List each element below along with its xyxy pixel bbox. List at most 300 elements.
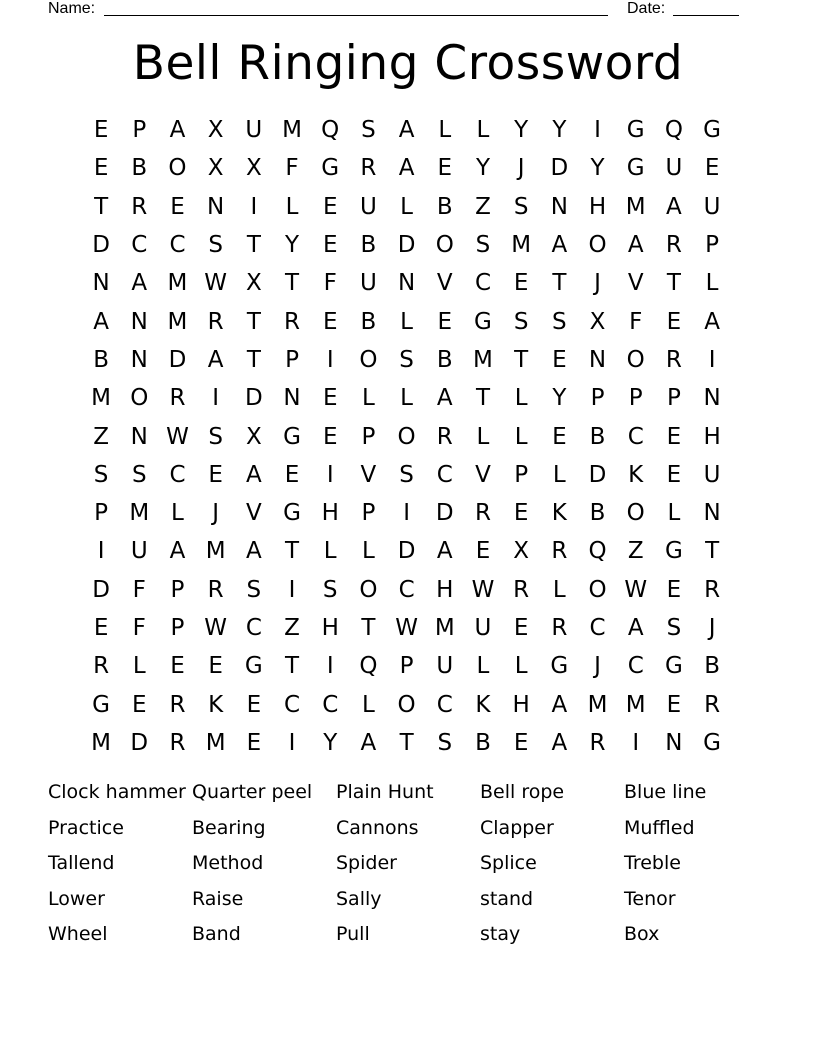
grid-cell[interactable]: R [704,576,721,603]
grid-cell[interactable]: B [360,232,377,259]
grid-cell[interactable]: E [322,308,338,335]
grid-cell[interactable]: O [397,691,416,718]
grid-cell[interactable]: X [245,270,262,297]
grid-cell[interactable]: R [93,653,110,680]
grid-cell[interactable]: S [552,308,567,335]
grid-cell[interactable]: M [205,538,226,565]
grid-cell[interactable]: J [517,155,525,182]
grid-cell[interactable]: E [666,461,682,488]
grid-cell[interactable]: S [475,232,491,259]
grid-cell[interactable]: C [398,576,415,603]
grid-cell[interactable]: S [666,615,682,641]
grid-cell[interactable]: N [92,270,110,297]
grid-cell[interactable]: D [397,538,416,565]
grid-cell[interactable]: M [205,729,226,756]
grid-cell[interactable]: E [513,270,529,297]
grid-cell[interactable]: Y [552,385,567,412]
grid-cell[interactable]: B [589,423,606,450]
grid-cell[interactable]: S [513,193,529,220]
grid-cell[interactable]: N [207,193,225,220]
word-bank-item: Lower [48,887,105,910]
grid-cell[interactable]: R [474,500,491,527]
grid-cell[interactable]: T [246,346,261,373]
grid-cell[interactable]: L [514,653,528,680]
grid-cell[interactable]: M [625,193,646,220]
grid-cell[interactable]: E [437,308,453,335]
grid-cell[interactable]: W [166,423,189,450]
grid-cell[interactable]: S [322,576,338,603]
grid-cell[interactable]: N [588,346,607,373]
grid-cell[interactable]: L [400,385,413,412]
grid-cell[interactable]: S [399,461,414,488]
grid-cell[interactable]: R [665,346,682,373]
grid-cell[interactable]: N [665,729,683,756]
grid-cell[interactable]: O [397,423,416,450]
grid-cell[interactable]: D [92,232,110,259]
grid-cell[interactable]: J [594,653,601,680]
grid-cell[interactable]: T [399,729,414,756]
grid-cell[interactable]: R [704,691,721,718]
grid-cell[interactable]: C [627,653,644,680]
grid-cell[interactable]: L [132,653,146,680]
grid-cell[interactable]: E [322,423,338,450]
grid-cell[interactable]: M [91,729,112,756]
grid-cell[interactable]: S [399,346,414,373]
grid-cell[interactable]: M [511,232,532,259]
grid-cell[interactable]: M [129,500,150,527]
grid-cell[interactable]: T [246,308,261,335]
grid-cell[interactable]: W [395,615,418,641]
grid-cell[interactable]: E [208,461,223,488]
letter-grid [82,111,732,762]
grid-cell[interactable]: I [288,729,296,756]
grid-cell[interactable]: U [665,155,683,182]
grid-cell[interactable]: D [435,500,454,527]
grid-cell[interactable]: A [360,729,377,756]
grid-cell[interactable]: L [476,117,490,144]
grid-cell[interactable]: R [589,729,606,756]
grid-cell[interactable]: X [513,538,530,565]
grid-cell[interactable]: F [629,308,643,335]
grid-cell[interactable]: S [246,576,262,603]
grid-cell[interactable]: G [664,653,683,680]
grid-cell[interactable]: J [594,270,601,297]
grid-cell[interactable]: T [666,270,681,297]
grid-cell[interactable]: A [169,117,186,144]
grid-cell[interactable]: I [632,729,640,756]
grid-cell[interactable]: D [92,576,110,603]
grid-cell[interactable]: U [245,117,263,144]
grid-cell[interactable]: Z [627,538,644,565]
grid-cell[interactable]: M [167,308,188,335]
grid-cell[interactable]: G [92,691,110,718]
grid-cell[interactable]: E [513,729,529,756]
grid-cell[interactable]: O [359,576,378,603]
grid-cell[interactable]: U [703,193,721,220]
grid-cell[interactable]: Y [514,117,529,144]
grid-cell[interactable]: V [360,461,377,488]
grid-cell[interactable]: G [283,423,301,450]
grid-cell[interactable]: R [207,576,224,603]
grid-cell[interactable]: O [588,576,607,603]
grid-cell[interactable]: C [284,691,301,718]
grid-cell[interactable]: Z [93,423,109,450]
grid-cell[interactable]: L [514,385,528,412]
grid-cell[interactable]: C [627,423,644,450]
grid-cell[interactable]: W [624,576,648,603]
grid-cell[interactable]: E [170,653,185,680]
grid-cell[interactable]: U [359,270,377,297]
grid-cell[interactable]: I [250,193,258,220]
grid-cell[interactable]: E [93,155,109,182]
grid-cell[interactable]: G [626,155,645,182]
grid-cell[interactable]: I [403,500,410,527]
grid-cell[interactable]: S [437,729,453,756]
grid-cell[interactable]: B [436,346,453,373]
grid-cell[interactable]: E [666,308,682,335]
grid-cell[interactable]: R [360,155,377,182]
grid-cell[interactable]: X [207,117,224,144]
grid-cell[interactable]: N [703,385,721,412]
grid-cell[interactable]: O [359,346,378,373]
grid-cell[interactable]: E [170,193,185,220]
grid-cell[interactable]: I [708,346,716,373]
grid-cell[interactable]: E [513,500,529,527]
grid-cell[interactable]: L [438,117,452,144]
grid-cell[interactable]: I [326,653,334,680]
grid-cell[interactable]: C [245,615,262,641]
grid-cell[interactable]: Y [552,117,567,144]
grid-cell[interactable]: I [594,117,601,144]
grid-cell[interactable]: E [322,385,338,412]
grid-cell[interactable]: L [400,308,413,335]
grid-cell[interactable]: O [626,500,645,527]
grid-cell[interactable]: K [475,691,491,718]
grid-cell[interactable]: A [627,615,644,641]
grid-cell[interactable]: G [283,500,301,527]
grid-cell[interactable]: G [550,653,569,680]
grid-cell[interactable]: N [703,500,721,527]
grid-cell[interactable]: L [476,653,490,680]
grid-cell[interactable]: R [436,423,453,450]
grid-cell[interactable]: T [475,385,490,412]
grid-cell[interactable]: C [436,461,453,488]
grid-cell[interactable]: A [704,308,720,335]
grid-cell[interactable]: L [476,423,490,450]
grid-cell[interactable]: U [703,461,721,488]
grid-cell[interactable]: E [666,423,682,450]
grid-cell[interactable]: F [323,270,337,297]
grid-cell[interactable]: E [246,691,262,718]
grid-cell[interactable]: I [326,346,334,373]
grid-cell[interactable]: O [588,232,607,259]
grid-cell[interactable]: D [397,232,416,259]
grid-cell[interactable]: M [167,270,188,297]
grid-cell[interactable]: B [704,653,720,680]
grid-cell[interactable]: C [169,232,186,259]
grid-cell[interactable]: H [588,193,607,220]
grid-cell[interactable]: L [514,423,528,450]
grid-cell[interactable]: Y [285,232,300,259]
grid-cell[interactable]: D [244,385,263,412]
grid-cell[interactable]: E [552,346,567,373]
grid-cell[interactable]: M [587,691,608,718]
grid-cell[interactable]: L [552,576,566,603]
grid-cell[interactable]: P [170,576,185,603]
grid-cell[interactable]: C [474,270,491,297]
grid-cell[interactable]: A [436,385,453,412]
grid-cell[interactable]: T [361,615,376,641]
grid-cell[interactable]: A [245,538,262,565]
grid-cell[interactable]: T [285,538,300,565]
grid-cell[interactable]: H [436,576,454,603]
grid-cell[interactable]: S [93,461,109,488]
grid-cell[interactable]: C [322,691,339,718]
grid-cell[interactable]: P [399,653,414,680]
grid-cell[interactable]: B [436,193,453,220]
grid-cell[interactable]: R [207,308,224,335]
grid-cell[interactable]: S [131,461,147,488]
grid-cell[interactable]: N [283,385,301,412]
grid-cell[interactable]: R [131,193,148,220]
grid-cell[interactable]: O [168,155,187,182]
grid-cell[interactable]: T [705,538,720,565]
word-bank-item: Practice [48,816,124,839]
grid-cell[interactable]: J [212,500,220,527]
grid-cell[interactable]: U [359,193,377,220]
grid-cell[interactable]: B [360,308,377,335]
grid-cell[interactable]: E [666,691,682,718]
grid-cell[interactable]: R [665,232,682,259]
word-bank-item: Method [192,852,264,875]
date-blank-line[interactable] [673,15,739,16]
grid-cell[interactable]: I [288,576,296,603]
grid-cell[interactable]: F [285,155,299,182]
grid-cell[interactable]: V [245,500,262,527]
grid-cell[interactable]: F [132,576,146,603]
grid-cell[interactable]: A [93,308,109,335]
grid-cell[interactable]: V [627,270,644,297]
grid-cell[interactable]: B [131,155,148,182]
grid-cell[interactable]: X [245,155,262,182]
grid-cell[interactable]: D [588,461,607,488]
grid-cell[interactable]: P [514,461,529,488]
grid-cell[interactable]: P [705,232,720,259]
grid-cell[interactable]: U [436,653,454,680]
grid-cell[interactable]: Z [475,193,491,220]
grid-cell[interactable]: Q [664,117,683,144]
grid-cell[interactable]: N [397,270,416,297]
grid-cell[interactable]: L [667,500,681,527]
grid-cell[interactable]: C [589,615,606,641]
grid-cell[interactable]: E [475,538,491,565]
grid-cell[interactable]: G [474,308,492,335]
grid-cell[interactable]: P [628,385,643,412]
grid-cell[interactable]: L [361,538,375,565]
grid-cell[interactable]: P [590,385,605,412]
grid-cell[interactable]: A [551,729,568,756]
grid-cell[interactable]: R [513,576,530,603]
grid-cell[interactable]: D [130,729,149,756]
grid-cell[interactable]: T [552,270,567,297]
grid-cell[interactable]: D [168,346,187,373]
grid-cell[interactable]: E [246,729,262,756]
grid-cell[interactable]: K [628,461,644,488]
grid-cell[interactable]: E [552,423,567,450]
grid-cell[interactable]: P [170,615,185,641]
grid-cell[interactable]: T [285,653,300,680]
grid-cell[interactable]: Q [321,117,340,144]
word-bank-item: Spider [336,852,397,875]
grid-cell[interactable]: T [94,193,109,220]
grid-cell[interactable]: L [171,500,184,527]
grid-cell[interactable]: U [474,615,492,641]
grid-cell[interactable]: R [284,308,301,335]
grid-cell[interactable]: A [207,346,224,373]
grid-cell[interactable]: S [513,308,529,335]
grid-cell[interactable]: A [627,232,644,259]
grid-cell[interactable]: N [130,308,148,335]
grid-cell[interactable]: B [589,500,606,527]
grid-cell[interactable]: E [93,117,109,144]
grid-cell[interactable]: Z [284,615,300,641]
grid-cell[interactable]: E [208,653,223,680]
grid-cell[interactable]: N [550,193,568,220]
grid-cell[interactable]: O [626,346,645,373]
grid-cell[interactable]: E [513,615,529,641]
grid-cell[interactable]: M [473,346,493,373]
grid-cell[interactable]: W [471,576,495,603]
grid-cell[interactable]: E [704,155,720,182]
grid-cell[interactable]: Q [588,538,607,565]
grid-cell[interactable]: L [400,193,413,220]
grid-cell[interactable]: E [284,461,300,488]
grid-cell[interactable]: L [285,193,299,220]
grid-cell[interactable]: L [361,691,375,718]
grid-cell[interactable]: S [208,232,223,259]
grid-cell[interactable]: R [169,729,186,756]
grid-cell[interactable]: M [625,691,646,718]
grid-cell[interactable]: G [244,653,263,680]
grid-cell[interactable]: A [131,270,148,297]
grid-cell[interactable]: S [208,423,223,450]
grid-cell[interactable]: X [245,423,262,450]
grid-cell[interactable]: A [551,691,568,718]
grid-cell[interactable]: W [204,270,228,297]
grid-cell[interactable]: E [322,193,338,220]
grid-cell[interactable]: J [708,615,716,641]
grid-cell[interactable]: B [93,346,109,373]
grid-cell[interactable]: A [666,193,682,220]
grid-cell[interactable]: M [91,385,112,412]
grid-cell[interactable]: A [245,461,262,488]
grid-cell[interactable]: T [285,270,300,297]
grid-cell[interactable]: X [589,308,606,335]
grid-cell[interactable]: G [321,155,340,182]
grid-cell[interactable]: P [132,117,147,144]
word-bank-item: Clapper [480,816,554,839]
grid-cell[interactable]: K [208,691,224,718]
grid-cell[interactable]: S [361,117,376,144]
grid-cell[interactable]: R [169,385,186,412]
grid-cell[interactable]: R [551,538,568,565]
grid-cell[interactable]: G [703,117,721,144]
grid-cell[interactable]: E [93,615,109,641]
grid-cell[interactable]: X [207,155,224,182]
grid-cell[interactable]: U [130,538,148,565]
grid-cell[interactable]: P [666,385,681,412]
grid-cell[interactable]: L [361,385,375,412]
grid-cell[interactable]: A [169,538,186,565]
grid-cell[interactable]: W [204,615,228,641]
word-bank-item: Quarter peel [192,781,313,803]
grid-cell[interactable]: Q [359,653,378,680]
grid-cell[interactable]: L [323,538,337,565]
grid-cell[interactable]: G [703,729,721,756]
grid-cell[interactable]: P [285,346,299,373]
grid-cell[interactable]: F [132,615,146,641]
grid-cell[interactable]: I [326,461,334,488]
grid-cell[interactable]: E [132,691,147,718]
grid-cell[interactable]: Y [590,155,605,182]
grid-cell[interactable]: R [551,615,568,641]
grid-cell[interactable]: A [398,117,415,144]
grid-cell[interactable]: R [169,691,186,718]
grid-cell[interactable]: B [475,729,491,756]
grid-cell[interactable]: I [212,385,220,412]
grid-cell[interactable]: D [550,155,569,182]
grid-cell[interactable]: N [130,423,148,450]
grid-cell[interactable]: H [512,691,530,718]
grid-cell[interactable]: A [551,232,568,259]
grid-cell[interactable]: G [626,117,645,144]
grid-cell[interactable]: V [436,270,453,297]
grid-cell[interactable]: L [552,461,566,488]
grid-cell[interactable]: K [551,500,567,527]
grid-cell[interactable]: C [169,461,186,488]
grid-cell[interactable]: P [361,423,376,450]
grid-cell[interactable]: A [398,155,415,182]
grid-cell[interactable]: O [130,385,149,412]
grid-cell[interactable]: M [282,117,302,144]
grid-cell[interactable]: T [246,232,261,259]
grid-cell[interactable]: Y [323,729,338,756]
grid-cell[interactable]: V [475,461,491,488]
grid-cell[interactable]: C [131,232,148,259]
name-blank-line[interactable] [104,15,608,16]
grid-cell[interactable]: E [437,155,453,182]
grid-cell[interactable]: L [705,270,719,297]
grid-cell[interactable]: E [322,232,338,259]
grid-cell[interactable]: G [664,538,683,565]
grid-cell[interactable]: Y [475,155,490,182]
grid-row [82,417,732,455]
grid-cell[interactable]: H [321,615,339,641]
grid-cell[interactable]: I [97,538,105,565]
grid-cell[interactable]: P [361,500,376,527]
grid-cell[interactable]: O [435,232,454,259]
grid-cell[interactable]: E [666,576,682,603]
grid-cell[interactable]: M [434,615,455,641]
grid-cell[interactable]: N [130,346,148,373]
grid-cell[interactable]: T [514,346,529,373]
grid-cell[interactable]: A [436,538,453,565]
grid-cell[interactable]: P [94,500,109,527]
header-row [48,0,748,20]
grid-cell[interactable]: H [321,500,339,527]
grid-cell[interactable]: C [436,691,453,718]
grid-cell[interactable]: H [703,423,721,450]
